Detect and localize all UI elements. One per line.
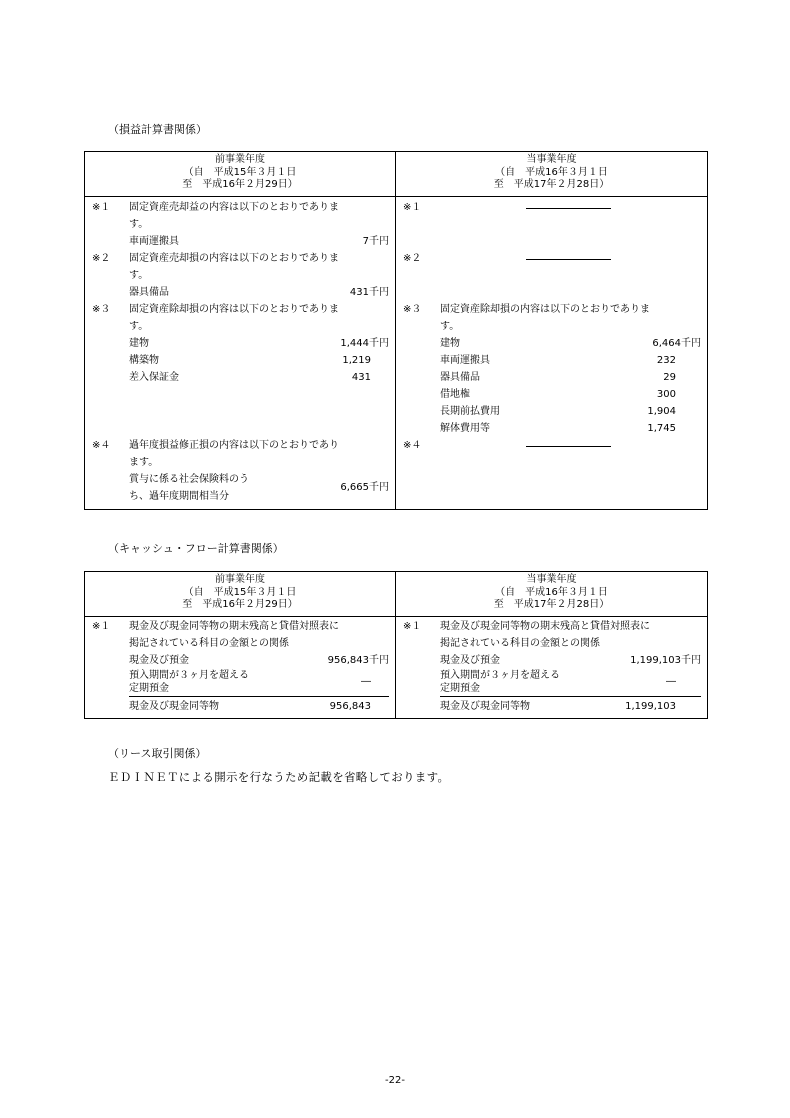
none-dash bbox=[526, 446, 611, 447]
note-mark: ※４ bbox=[403, 440, 422, 451]
page-number: -22- bbox=[385, 1075, 405, 1086]
pl-notes-table bbox=[84, 151, 708, 510]
note-text: 固定資産売却損の内容は以下のとおりでありま bbox=[129, 253, 339, 264]
note-mark: ※１ bbox=[403, 202, 422, 213]
item-name: 預入期間が３ヶ月を超える bbox=[129, 670, 249, 681]
item-name: 定期預金 bbox=[440, 683, 480, 694]
item-name: 長期前払費用 bbox=[440, 406, 500, 417]
note-text: す。 bbox=[440, 321, 460, 332]
item-name: 車両運搬具 bbox=[440, 355, 490, 366]
pl-curr-body bbox=[396, 197, 708, 510]
note-text: 掲記されている科目の金額との関係 bbox=[440, 638, 600, 649]
item-value: 300 bbox=[656, 389, 676, 400]
note-text: 過年度損益修正損の内容は以下のとおりであり bbox=[129, 440, 339, 451]
note-mark: ※２ bbox=[403, 253, 422, 264]
cf-curr-header: 当事業年度 （自 平成16年３月１日 至 平成17年２月28日） bbox=[396, 572, 708, 617]
note-text: ます。 bbox=[129, 457, 159, 468]
item-value: 431千円 bbox=[349, 287, 389, 298]
item-name: 差入保証金 bbox=[129, 372, 179, 383]
pl-section-title: （損益計算書関係） bbox=[108, 123, 207, 136]
cf-curr-body bbox=[396, 617, 708, 719]
item-name: 建物 bbox=[440, 338, 460, 349]
note-mark: ※１ bbox=[92, 202, 111, 213]
item-value: 1,904 bbox=[647, 406, 676, 417]
pl-prev-body bbox=[85, 197, 396, 510]
note-text: 固定資産除却損の内容は以下のとおりでありま bbox=[440, 304, 650, 315]
item-name: 車両運搬具 bbox=[129, 236, 179, 247]
cf-section-title: （キャッシュ・フロー計算書関係） bbox=[108, 542, 284, 555]
pl-curr-header: 当事業年度 （自 平成16年３月１日 至 平成17年２月28日） bbox=[396, 152, 708, 197]
item-name: 現金及び現金同等物 bbox=[129, 701, 219, 712]
item-value: 7千円 bbox=[362, 236, 389, 247]
none-dash bbox=[526, 208, 611, 209]
note-text: す。 bbox=[129, 270, 149, 281]
cf-prev-body bbox=[85, 617, 396, 719]
pl-prev-header: 前事業年度 （自 平成15年３月１日 至 平成16年２月29日） bbox=[85, 152, 396, 197]
item-name: 現金及び現金同等物 bbox=[440, 701, 530, 712]
note-text: 掲記されている科目の金額との関係 bbox=[129, 638, 289, 649]
item-name: 借地権 bbox=[440, 389, 470, 400]
item-value: 1,444千円 bbox=[340, 338, 389, 349]
item-value: ― bbox=[361, 676, 371, 687]
item-name: 器具備品 bbox=[440, 372, 480, 383]
note-text: す。 bbox=[129, 321, 149, 332]
item-value: 29 bbox=[663, 372, 676, 383]
item-value: 232 bbox=[656, 355, 676, 366]
item-value: 6,665千円 bbox=[340, 482, 389, 493]
item-value: 1,199,103千円 bbox=[630, 655, 701, 666]
note-text: 固定資産売却益の内容は以下のとおりでありま bbox=[129, 202, 339, 213]
lease-section-title: （リース取引関係） bbox=[108, 747, 207, 760]
item-name: 賞与に係る社会保険料のう bbox=[129, 474, 249, 485]
item-name: 現金及び預金 bbox=[440, 655, 500, 666]
note-text: す。 bbox=[129, 219, 149, 230]
item-value: 956,843千円 bbox=[327, 655, 389, 666]
note-text: 現金及び現金同等物の期末残高と貸借対照表に bbox=[129, 621, 339, 632]
item-value: 956,843 bbox=[329, 701, 371, 712]
item-value: 1,745 bbox=[647, 423, 676, 434]
note-mark: ※３ bbox=[403, 304, 422, 315]
note-text: 現金及び現金同等物の期末残高と貸借対照表に bbox=[440, 621, 650, 632]
total-rule bbox=[129, 696, 389, 697]
item-name: 建物 bbox=[129, 338, 149, 349]
item-name: 預入期間が３ヶ月を超える bbox=[440, 670, 560, 681]
item-name: ち、過年度期間相当分 bbox=[129, 491, 229, 502]
cf-prev-header: 前事業年度 （自 平成15年３月１日 至 平成16年２月29日） bbox=[85, 572, 396, 617]
item-name: 現金及び預金 bbox=[129, 655, 189, 666]
note-mark: ※４ bbox=[92, 440, 111, 451]
item-name: 器具備品 bbox=[129, 287, 169, 298]
item-value: 1,199,103 bbox=[625, 701, 676, 712]
item-value: 431 bbox=[351, 372, 371, 383]
item-name: 解体費用等 bbox=[440, 423, 490, 434]
item-value: ― bbox=[666, 676, 676, 687]
note-mark: ※１ bbox=[403, 621, 422, 632]
total-rule bbox=[440, 696, 701, 697]
item-value: 1,219 bbox=[342, 355, 371, 366]
item-value: 6,464千円 bbox=[652, 338, 701, 349]
cf-notes-table bbox=[84, 571, 708, 719]
note-mark: ※１ bbox=[92, 621, 111, 632]
item-name: 構築物 bbox=[129, 355, 159, 366]
item-name: 定期預金 bbox=[129, 683, 169, 694]
none-dash bbox=[526, 259, 611, 260]
note-mark: ※３ bbox=[92, 304, 111, 315]
note-mark: ※２ bbox=[92, 253, 111, 264]
lease-note-text: ＥＤＩＮＥＴによる開示を行なうため記載を省略しております。 bbox=[108, 770, 450, 784]
note-text: 固定資産除却損の内容は以下のとおりでありま bbox=[129, 304, 339, 315]
